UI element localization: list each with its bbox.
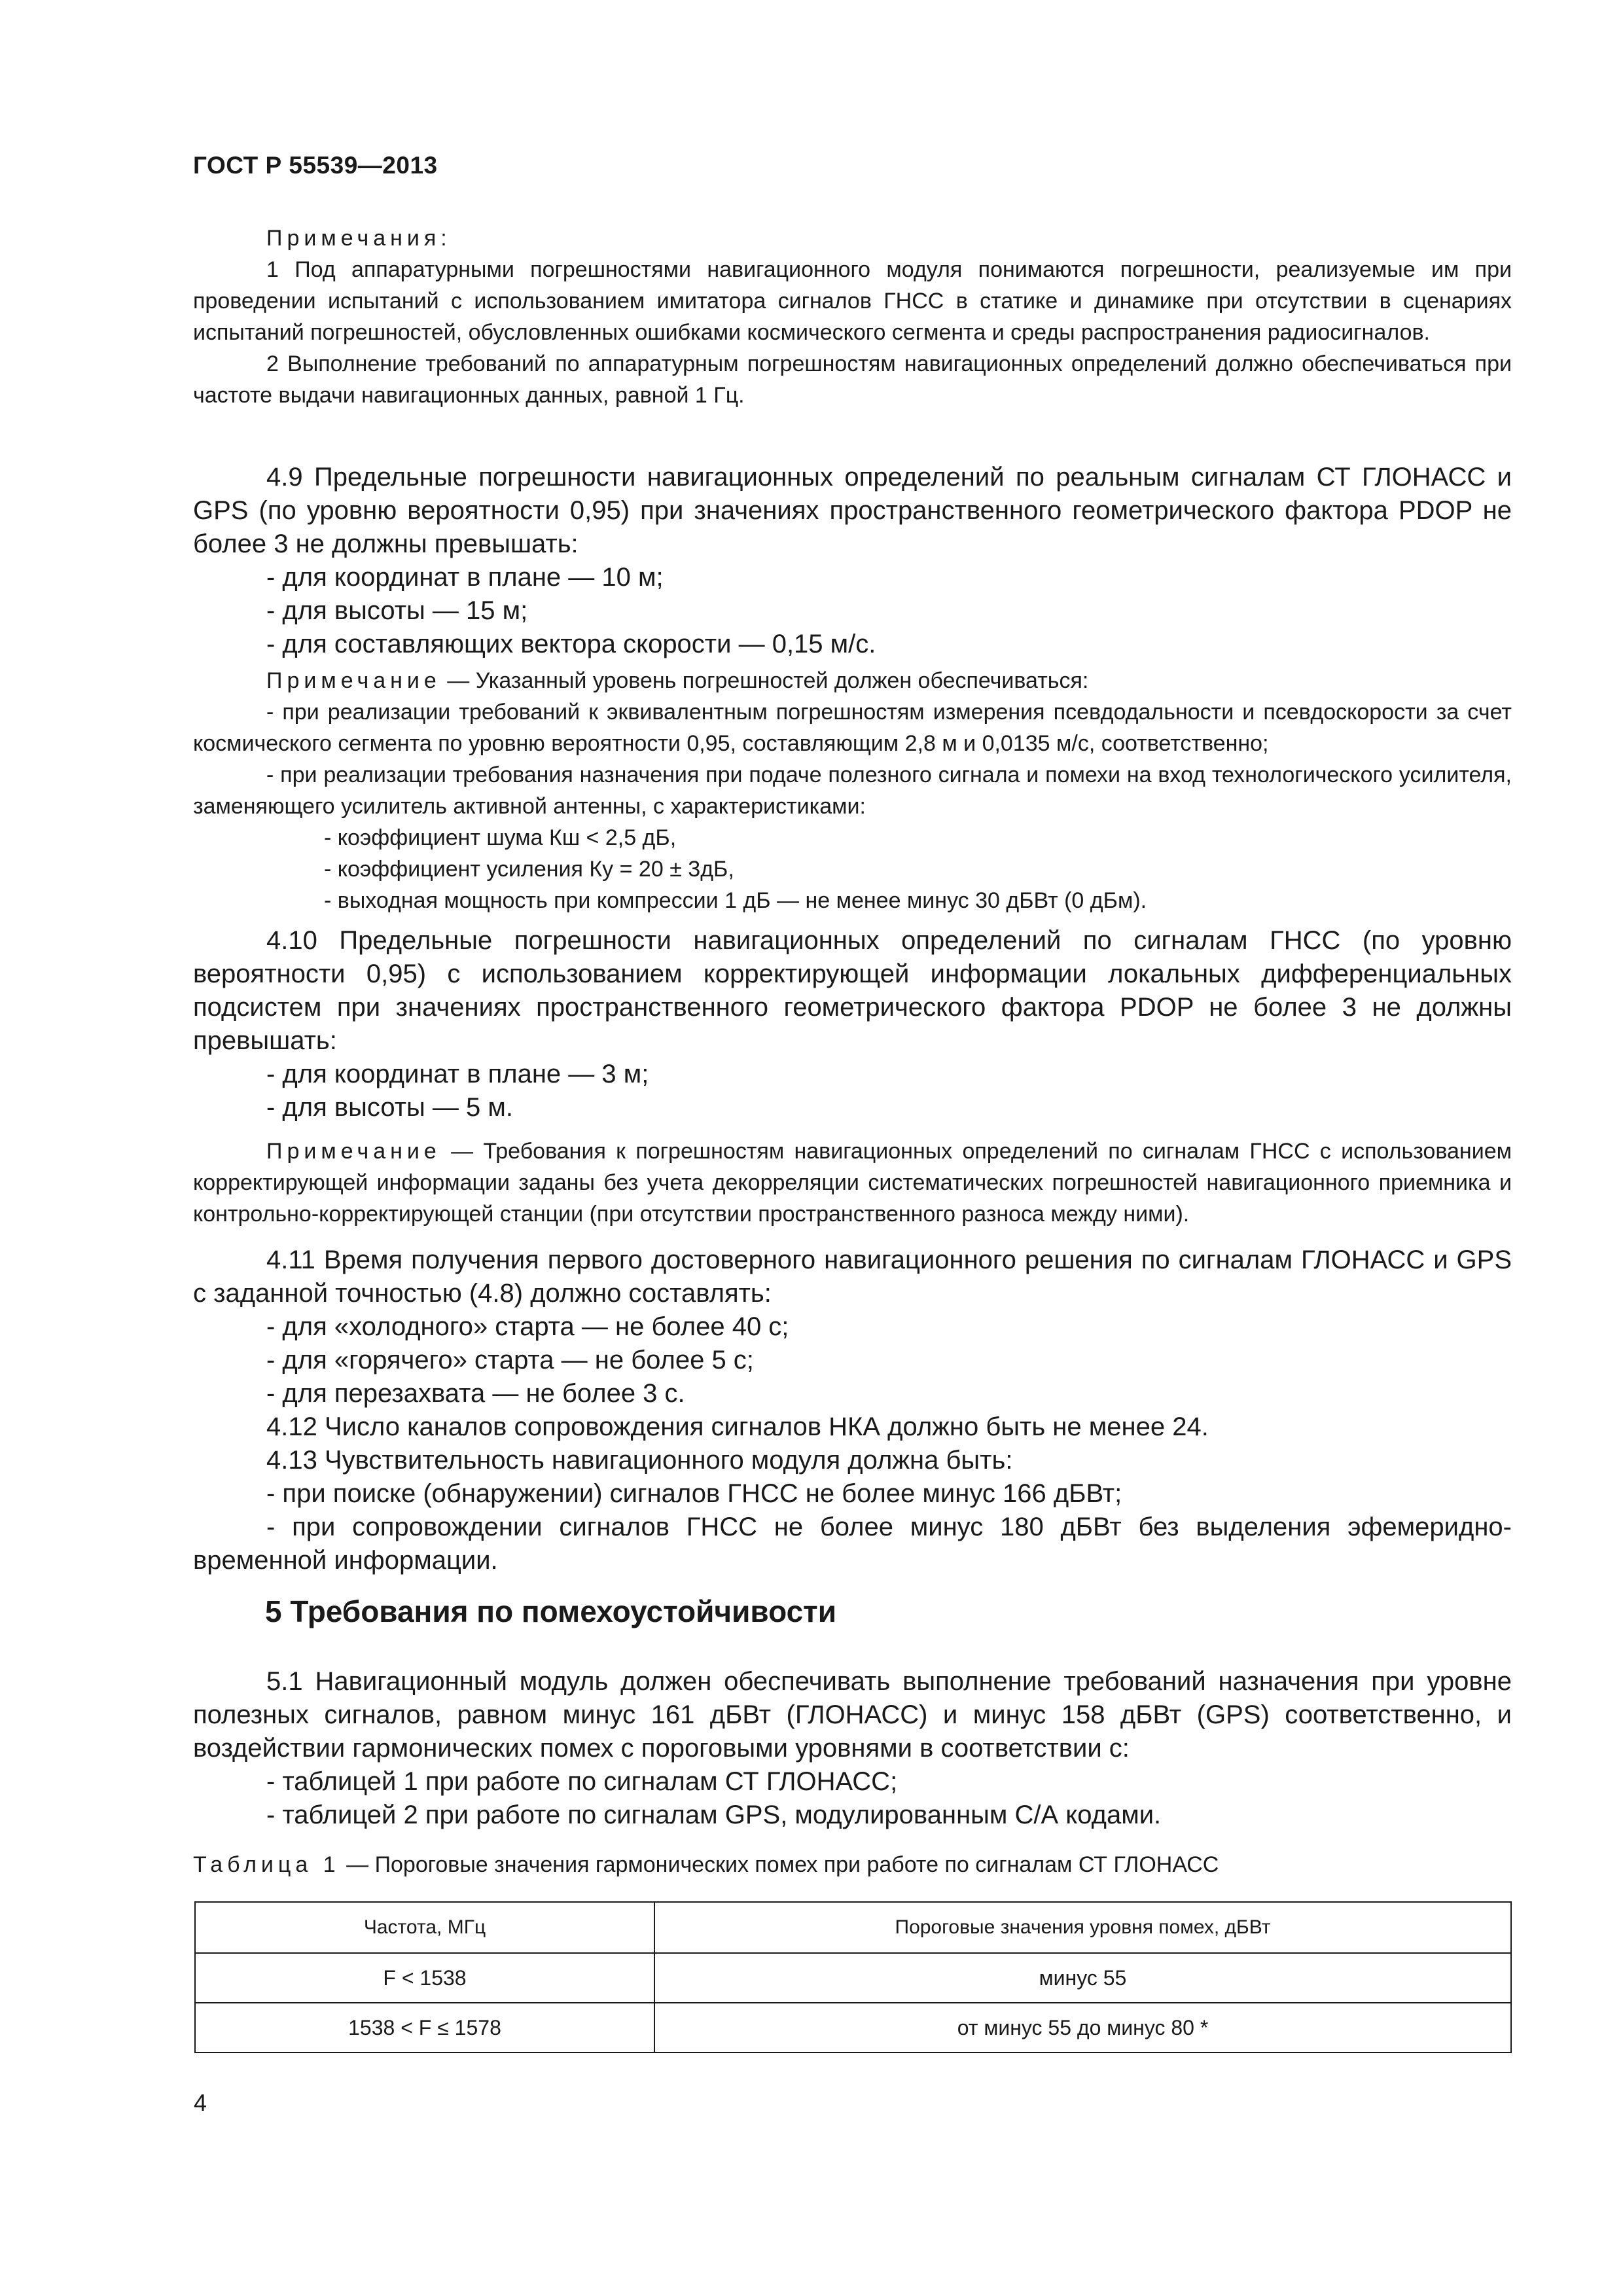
note-subitem: - выходная мощность при компрессии 1 дБ — не менее минус 30 дБВт (0 дБм).	[324, 888, 1147, 913]
notes-block	[193, 223, 1512, 411]
list-item: - при сопровождении сигналов ГНСС не более минус 180 дБВт без выделения эфемеридно-временной информации.	[193, 1513, 1512, 1575]
note-subitem: - коэффициент шума Кш < 2,5 дБ,	[324, 825, 677, 850]
note-label: Примечание	[266, 1139, 441, 1164]
list-item: - таблицей 2 при работе по сигналам GPS, модулированным С/А кодами.	[266, 1801, 1162, 1829]
document-header: ГОСТ Р 55539—2013	[193, 152, 438, 179]
list-item: - для высоты — 5 м.	[266, 1093, 513, 1122]
note-label: Примечание	[266, 668, 441, 693]
note-paragraph	[193, 1136, 1512, 1230]
list-item: - для составляющих вектора скорости — 0,15 м/с.	[266, 630, 876, 658]
note-item: - при реализации требования назначения при подаче полезного сигнала и помехи на вход технологического усилителя, заменяющего усилитель активной антенны, с характеристиками:	[193, 762, 1512, 819]
table-row	[195, 1953, 1511, 2003]
list-item: - для высоты — 15 м;	[266, 596, 528, 625]
note-text: — Указанный уровень погрешностей должен обеспечиваться:	[440, 668, 1089, 693]
paragraph-4-9: 4.9 Предельные погрешности навигационных определений по реальным сигналам СТ ГЛОНАСС и GPS (по уровню вероятности 0,95) при значениях пространственного геометрического фактора PDOP не более 3 не должны превышать:	[193, 463, 1512, 558]
section-5-heading: 5 Требования по помехоустойчивости	[265, 1594, 836, 1628]
table-cell: 1538 < F ≤ 1578	[195, 2003, 654, 2053]
table-caption-text: — Пороговые значения гармонических помех при работе по сигналам СТ ГЛОНАСС	[340, 1852, 1219, 1877]
paragraph-4-11: 4.11 Время получения первого достоверного навигационного решения по сигналам ГЛОНАСС и GPS с заданной точностью (4.8) должно составлять:	[193, 1246, 1512, 1308]
section-4-10	[193, 924, 1512, 1124]
list-item: - для координат в плане — 3 м;	[266, 1060, 649, 1088]
paragraph-4-13: 4.13 Чувствительность навигационного модуля должна быть:	[266, 1446, 1013, 1475]
paragraph-4-10: 4.10 Предельные погрешности навигационных определений по сигналам ГНСС (по уровню вероятности 0,95) с использованием корректирующей информации локальных дифференциальных подсистем при значениях пространственного геометрического фактора PDOP не более 3 не должны превышать:	[193, 926, 1512, 1055]
note-text: — Требования к погрешностям навигационных определений по сигналам ГНСС с использованием корректирующей информации заданы без учета декорреляции систематических погрешностей навигационного приемника и контрольно-корректирующей станции (при отсутствии пространственного разноса между ними).	[193, 1139, 1512, 1227]
note-item: - при реализации требований к эквивалентным погрешностям измерения псевдодальности и псевдоскорости за счет космического сегмента по уровню вероятности 0,95, составляющим 2,8 м и 0,0135 м/с, соответственно;	[193, 700, 1512, 756]
table-header-cell: Пороговые значения уровня помех, дБВт	[654, 1902, 1511, 1953]
paragraph-4-12: 4.12 Число каналов сопровождения сигналов НКА должно быть не менее 24.	[266, 1412, 1209, 1441]
list-item: - для координат в плане — 10 м;	[266, 563, 664, 592]
note-item: 1 Под аппаратурными погрешностями навигационного модуля понимаются погрешности, реализуемые им при проведении испытаний с использованием имитатора сигналов ГНСС в статике и динамике при отсутствии в сценариях испытаний погрешностей, обусловленных ошибками космического сегмента и среды распространения радиосигналов.	[193, 257, 1512, 345]
list-item: - таблицей 1 при работе по сигналам СТ ГЛОНАСС;	[266, 1767, 898, 1796]
table-header-cell: Частота, МГц	[195, 1902, 654, 1953]
section-4-9	[193, 461, 1512, 661]
table-cell: F < 1538	[195, 1953, 654, 2003]
table-cell: от минус 55 до минус 80 *	[654, 2003, 1511, 2053]
notes-label: Примечания:	[266, 226, 452, 251]
list-item: - для «холодного» старта — не более 40 с;	[266, 1312, 789, 1341]
list-item: - при поиске (обнаружении) сигналов ГНСС не более минус 166 дБВт;	[266, 1479, 1122, 1508]
table-cell: минус 55	[654, 1953, 1511, 2003]
note-item: 2 Выполнение требований по аппаратурным погрешностям навигационных определений должно обеспечиваться при частоте выдачи навигационных данных, равной 1 Гц.	[193, 351, 1512, 408]
paragraph-5-1: 5.1 Навигационный модуль должен обеспечивать выполнение требований назначения при уровне полезных сигналов, равном минус 161 дБВт (ГЛОНАСС) и минус 158 дБВт (GPS) соответственно, и воздействии гармонических помех с пороговыми уровнями в соответствии с:	[193, 1667, 1512, 1763]
section-5-1	[193, 1665, 1512, 1832]
note-4-10	[193, 1136, 1512, 1230]
table-row	[195, 2003, 1511, 2053]
list-item: - для перезахвата — не более 3 с.	[266, 1379, 685, 1408]
list-item: - для «горячего» старта — не более 5 с;	[266, 1346, 754, 1374]
page-number: 4	[194, 2089, 207, 2116]
table-header-row	[195, 1902, 1511, 1953]
table-caption-label: Таблица 1	[193, 1852, 340, 1877]
note-4-9	[193, 665, 1512, 916]
table-caption	[193, 1849, 1219, 1880]
table-1	[194, 1901, 1512, 2053]
note-paragraph	[193, 665, 1512, 696]
section-4-11-4-13	[193, 1244, 1512, 1577]
note-subitem: - коэффициент усиления Ку = 20 ± 3дБ,	[324, 857, 734, 882]
